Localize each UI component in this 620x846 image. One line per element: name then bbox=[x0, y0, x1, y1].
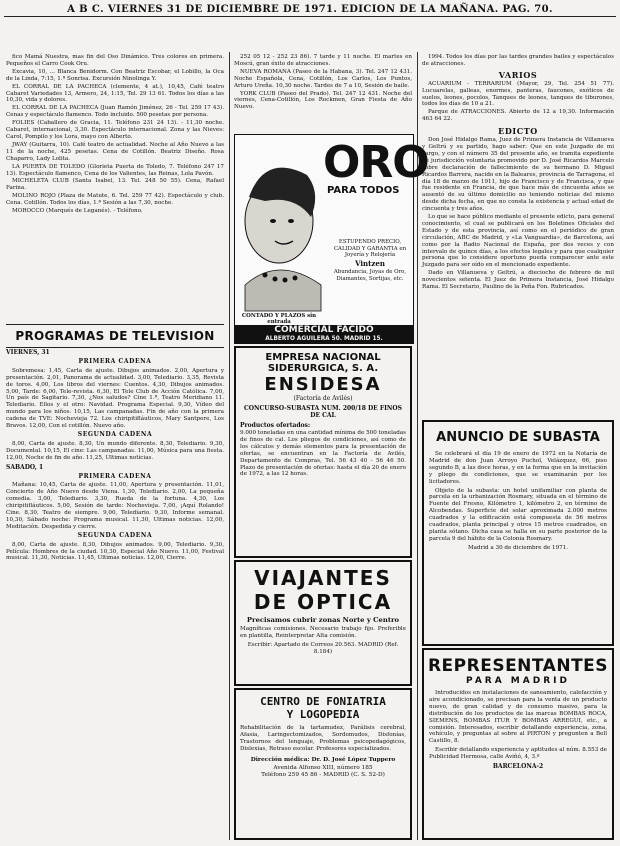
edicto-paragraph: Don José Hidalgo Rama, Juez de Primera Instancia de Villanueva y Geltrú y su partido, hago saber: Que en este Juzgado de mi cargo, y con el número 35 del presente año, se tramita expediente de jurisdicción voluntaria promovido por D. José Ricardos Marcelo sobre declaración de fallecimiento de su hermano D. Miguel Ricardos Barrera, nacido en la Baleares, provincia de Tarragona, el día 18 de marzo de 1911, hijo de Francisco y de Francisca, y que fue residente en Francia, de que hace más de cincuenta años se ausentó de su último domicilio no teniendo noticias del mismo desde dicha fecha, en que no consta la existencia y actual edad de cincuenta y tres años. bbox=[422, 137, 614, 213]
ensidesa-brand: ENSIDESA bbox=[264, 374, 382, 395]
varios-title: VARIOS bbox=[498, 69, 538, 80]
subasta-body2: Objeto de la subasta: un hotel unifamiliar con planta de parcela en la urbanización Rosmary, situada en el término de Fuente del Fresno, Kilómetro 1, kilómetro 2, en término de Alcobendas. Superficie del solar aproximada 2.000 metros cuadrados y la edificación está compuesta de 56 metros cuadrados, planta principal y otros 15 metros cuadrados, en planta sótano. Dicha casa se halla en su parte posterior de la parcela 9 del hábito de la Colonia Rosmary. bbox=[429, 487, 607, 542]
anuncio-subasta-ad bbox=[422, 420, 614, 646]
listing-paragraph: 252 05 12 - 252 23 86). 7 tarde y 11 noche. El martes en Moscú, gran éxito de atracciones. bbox=[234, 54, 412, 67]
foniatria-phone: Teléfono 259 45 86 - MADRID (C. S. 52-D) bbox=[261, 771, 385, 778]
listing-paragraph: LA PUERTA DE TOLEDO (Glorieta Puerta de Toledo, 7. Teléfono 247 17 13). Espectáculo flamenco, Cena de los Valientes, las Reinas, Lola Pavón. bbox=[6, 163, 224, 177]
tv-schedule: Mañana: 10,45, Carta de ajuste. 11,00, Apertura y presentación. 11,01, Concierto de Año Nuevo desde Viena. 1,30, Telediario. 2,00, La pequeña comedia. 3,00, Telediario. 3,30, Rueda de la fortuna. 4,30, Los chiripitifláuticos. 5,00, Sesión de tarde: Nochevieja. 7,00, ¡Aquí Rolando! Cine. 8,30, Teatro de siempre. 9,00, Telediario. 9,30, Informe semanal. 10,30, Sábado noche: Programa musical. 11,30, Ultimas noticias. 12,00, Meditación. Despedida y cierre. bbox=[6, 482, 224, 530]
tv-schedule: 8,00, Carta de ajuste. 8,30, Dibujos animados. 9,00, Telediario. 9,30, Película: Hombres de la ciudad. 10,30, Especial Año Nuevo. 11,00, Festival musical. 11,30, Noticias. 11,45, Ultimas noticias. 12,00, Cierre. bbox=[6, 541, 224, 562]
representantes-contact: Escribir detallando experiencia y aptitudes al núm. 8.553 de Publicidad Hermosa, calle Aviñó, 4, 3.º bbox=[429, 747, 607, 761]
listing-paragraph: MICHELETA CLUB (Santa Isabel, 13. Tel. 248 50 55). Cena, Rafael Farina. bbox=[6, 178, 224, 192]
tv-channel-heading: PRIMERA CADENA bbox=[78, 472, 152, 480]
listing-paragraph: Excavia, 10, ... Blanca Benidorm. Con Beatriz Escobar, el Lobillo, la Oca de la Linda, 7:15, 1.ª Sonrisa. Excursión Ninolinga Y. bbox=[6, 68, 224, 82]
viajantes-title1: VIAJANTES bbox=[254, 566, 392, 590]
foniatria-title1: CENTRO DE FONIATRIA bbox=[260, 695, 386, 708]
viajantes-contact: Escribir: Apartado de Correos 20.563. MADRID (Ref. 8.184) bbox=[247, 641, 399, 655]
subasta-title: ANUNCIO DE SUBASTA bbox=[436, 430, 600, 445]
ensidesa-factory: (Factoría de Avilés) bbox=[293, 395, 353, 402]
ensidesa-products-label: Productos ofertados: bbox=[240, 422, 311, 429]
mid-column-listings bbox=[234, 54, 412, 132]
subasta-date: Madrid a 30 de diciembre de 1971. bbox=[467, 544, 569, 551]
oro-ad-tagline1: ESTUPENDO PRECIO, CALIDAD Y GARANTIA en Joyería y Relojería bbox=[333, 239, 407, 259]
foniatria-director: Dirección médica: Dr. D. José López Tuppero bbox=[250, 756, 396, 763]
tv-day-saturday: SABADO, 1 bbox=[6, 463, 44, 471]
oro-ad-title: ORO bbox=[323, 137, 429, 188]
varios-paragraph: ACUARIUM - TERRARIUM (Mayor, 29, Tel. 254 51 77). Lucuarelas, galleas, enormes, panteras, faucones, exóticos de suelos, leones, pocolos, Tanques de leones, tanques de tiburones, todos los días de 10 a 21. bbox=[422, 80, 614, 108]
edicto-paragraph: Dado en Villanueva y Geltrú, a dieciocho de febrero de mil novecientos setenta. El Juez de Primera Instancia, José Hidalgo Rama. El Secretario, Paulino de la Peña Fon. Rubricados. bbox=[422, 270, 614, 291]
column-divider-1 bbox=[229, 52, 230, 840]
tv-channel-heading: PRIMERA CADENA bbox=[78, 357, 152, 365]
right-column-text bbox=[422, 54, 614, 416]
edicto-title: EDICTO bbox=[498, 126, 538, 137]
listing-paragraph: MOLINO ROJO (Plaza de Matute, 6. Tel. 259 77 42). Espectáculo y club. Cena. Cotillón. Todos los días, 1.ª Sesión a las 7,30, noche. bbox=[6, 193, 224, 207]
listing-paragraph: fico Mamá Nuestra, mas fin del Oso Dinámico. Tres colores en primera. Pequeños el Carro Cook Oru. bbox=[6, 54, 224, 67]
representantes-title: REPRESENTANTES bbox=[427, 656, 609, 676]
subasta-body1: Se celebrará el día 19 de enero de 1972 en la Notaría de Madrid de don Juan Arroyo Puchol, Velázquez, 66, piso segundo B, a las doce horas, y en la forma que en la invitación y pliego de condiciones, que se examinarán por los licitadores. bbox=[429, 451, 607, 485]
page-header: A B C. VIERNES 31 DE DICIEMBRE DE 1971. EDICION DE LA MAÑANA. PAG. 70. bbox=[67, 4, 553, 15]
viajantes-body: Magníficas comisiones. Necesario trabajo fijo. Preferible en plantilla, Reinterpretar Alta comisión. bbox=[240, 626, 406, 639]
edicto-paragraph: Lo que se hace público mediante el presente edicto, para general conocimiento, el cual se publicará en los Boletines Oficiales del Estado y de esta provincia, así como en el periódico de gran circulación, ABC de Madrid, y «La Vanguardia», de Barcelona, así como por la Radio Nacional de España, por dos veces y con intervalo de quince días, a los efectos legales y para que cualquier persona que lo considere oportuno pueda comparecer ante este Juzgado para ser oído en el mencionado expediente. bbox=[422, 214, 614, 269]
listing-paragraph: FOLIES (Caballero de Gracia, 11. Teléfono 231 24 13). - 11,30 noche. Cabaret, internacional, 3,30. Espectáculo internacional. Zona y las Nieves: Carol, Pompilo y los Lora, mayo con Alberto. bbox=[6, 120, 224, 140]
oro-ad-brand: Vintzen bbox=[355, 258, 385, 268]
foniatria-title2: Y LOGOPEDIA bbox=[286, 708, 360, 721]
tv-channel-heading: SEGUNDA CADENA bbox=[77, 531, 153, 539]
tv-schedule: 8,00, Carta de ajuste. 8,30, Un mundo diferente. 8,30, Telediario. 9,30, Documental. 10,15, El cine: Las campanadas. 11,00, Música para una fiesta. 12,00, Noche de fin de año. 11,25, Ultimas noticias. bbox=[6, 440, 224, 461]
tv-programs-title: PROGRAMAS DE TELEVISION bbox=[6, 324, 224, 348]
oro-ad-address: ALBERTO AGUILERA 50. MADRID 15. bbox=[235, 335, 413, 343]
ensidesa-line2: SIDERURGICA, S. A. bbox=[267, 363, 379, 374]
listing-paragraph: JWAY (Guitarra, 10). Café teatro de actualidad. Noche al Año Nuevo a las 11 de la noche, 425 pesetas. Cena de Cotillón. Beatriz Diseño. Rosa Chaparro, Lady Lolita. bbox=[6, 141, 224, 162]
ensidesa-line1: EMPRESA NACIONAL bbox=[265, 352, 381, 363]
oro-ad-store-name: COMERCIAL FACIDO bbox=[235, 325, 413, 335]
header-rule bbox=[4, 16, 616, 17]
foniatria-body: Rehabilitación de la tartamudez, Parálisis cerebral, Afasia, Laringectomizados, Sordomudos, Disfonías, Trastornos del lenguaje, Problemas psicopedagógicos, Dislexias, Retraso escolar. Profesores especializados. bbox=[240, 725, 406, 752]
foniatria-address: Avenida Alfonso XIII, número 185 bbox=[273, 764, 373, 771]
ensidesa-heading: CONCURSO-SUBASTA NUM. 200/18 DE FINOS DE CAL bbox=[244, 405, 402, 419]
tv-schedule: Sobremesa: 1,45, Carta de ajuste. Dibujos animados. 2,00, Apertura y presentación. 2,01, Panorama de actualidad. 3,00, Telediario. 3,35, Revista de toros. 4,00, Los libros del viernes: Cuentos. 4,30, Dibujos animados. 5,00, Tarde: 6,00, Tele-revista. 6,30, El Tele Club de Acción Católica. 7,00, Un país de Sagitario. 7,30, ¿Nos saludos? Cine 1.ª, Teatro Meridiano 11. Telediario. Ellos y el otro: Navidad. Programa Especial. 9,30, Vídeo del mundo para los niños. 10,15, Las campanadas. Fin de año con la primera cadena de TVE: Nochevieja 72. Los chiripitifláuticos, Mary Santpere, Los Bravos. 12,00, Con el cotillón. Nuevo año. bbox=[6, 367, 224, 430]
oro-ad-plazos: CONTADO Y PLAZOS sin entrada bbox=[241, 313, 317, 325]
listing-paragraph: MOROCCO (Marqués de Leganés). - Teléfono. bbox=[12, 208, 143, 215]
representantes-body: Introducidos en instalaciones de saneamiento, calefacción y aire acondicionado, se precisan para la venta de un producto nuevo, de gran calidad y de consumo masivo, para la distribución de los productos de las marcas BOMBAS ROCA, SIEMENS, BOMBAS ITUR Y BOMBAS ARREGUI, etc., a comisión. Interesados, escribir detallando experiencia, zona, vehículo, y preguntas al sobre al PIRTON y pregunten a Bell Castillo, 8. bbox=[429, 690, 607, 745]
varios-paragraph: Parque de ATRACCIONES. Abierto de 12 a 19,30. Información 463 64 22. bbox=[422, 109, 614, 123]
oro-para-todos-ad bbox=[234, 134, 429, 344]
left-column-listings bbox=[6, 54, 224, 322]
oro-ad-tagline2: Abundancia, Joyas de Oro, Diamantes, Sortijas, etc. bbox=[333, 269, 407, 282]
viajantes-title2: DE OPTICA bbox=[253, 590, 393, 614]
oro-ad-subtitle: PARA TODOS bbox=[327, 185, 400, 196]
viajantes-optica-ad bbox=[234, 560, 412, 686]
listing-paragraph: YORK CLUB (Paseo del Prado). Tel. 247 12 431. Noche del viernes, Cena-Cotillón, Los Rockmen, Gran Fiesta de Año Nuevo. bbox=[234, 90, 412, 111]
representantes-subtitle: PARA MADRID bbox=[466, 676, 570, 686]
listing-paragraph: NUEVA ROMANA (Paseo de la Habana, 3). Tel. 247 12 431. Noche Española, Cena, Cotillón, Los Carlos, Los Puntos, Arturo Ureña. 10,30 noche. Tardes de 7 a 10, Sesión de baile. bbox=[234, 68, 412, 89]
tv-day-friday: VIERNES, 31 bbox=[6, 349, 50, 356]
viajantes-subtitle: Precisamos cubrir zonas Norte y Centro bbox=[246, 616, 400, 624]
listing-paragraph: EL CORRAL DE LA PACHECA (clemente, 4 at.), 10,45, Café teatro Cabaret Variedades 13, Armero, 24, 1:15, Tel. 29 13 61. Todos los días a las 10,30, vida y dolores. bbox=[6, 83, 224, 104]
listing-paragraph: 1994. Todos los días por las tardes grandes bailes y espectáculos de atracciones. bbox=[422, 54, 614, 67]
representantes-city: BARCELONA-2 bbox=[492, 763, 544, 771]
listing-paragraph: EL CORRAL DE LA PACHECA (Juan Ramón Jiménez, 26 - Tel. 259 17 43). Cenas y espectáculo flamenco. Todo incluido. 500 pesetas por persona. bbox=[6, 105, 224, 119]
foniatria-ad bbox=[234, 688, 412, 840]
ensidesa-ad bbox=[234, 346, 412, 558]
ensidesa-body: 9.000 toneladas en una cantidad mínima de 500 toneladas de finos de cal. Los pliegos de condiciones, así como de los cálculos y demás elementos para la presentación de ofertas, se encuentran en la Factoría de Avilés, Departamento de Compras, Tel. 56 43 40 - 56 46 50. Plazo de presentación de ofertas: hasta el día 20 de enero de 1972, a las 12 horas. bbox=[240, 430, 406, 478]
tv-listings bbox=[6, 350, 224, 842]
representantes-ad bbox=[422, 648, 614, 840]
oro-ad-tagline bbox=[331, 239, 409, 283]
tv-channel-heading: SEGUNDA CADENA bbox=[77, 430, 153, 438]
